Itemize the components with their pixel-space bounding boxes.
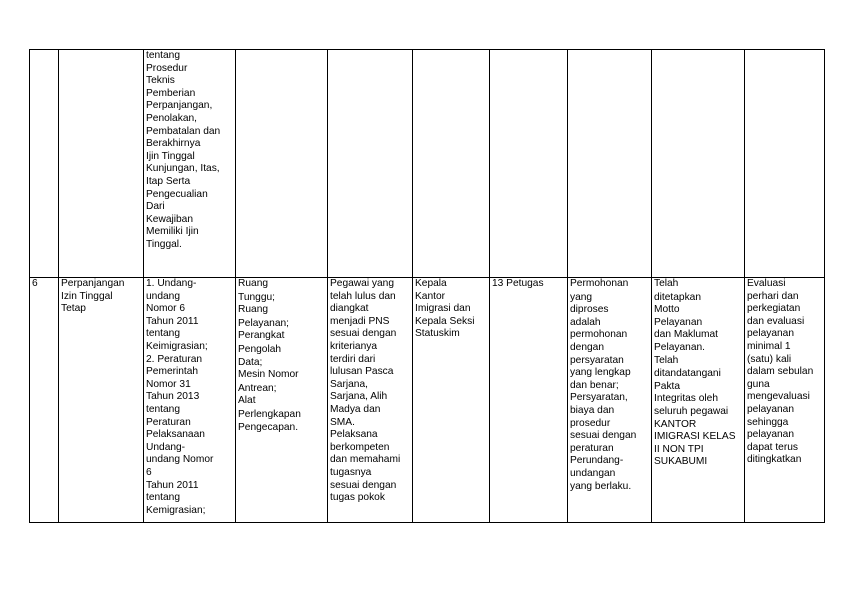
- cell-facilities: [236, 50, 328, 278]
- cell-no: [30, 50, 59, 278]
- cell-legal-basis: tentang Prosedur Teknis Pemberian Perpanjangan, Penolakan, Pembatalan dan Berakhirnya Ijin Tinggal Kunjungan, Itas, Itap Serta Pengecualian Dari Kewajiban Memiliki Ijin Tinggal.: [144, 50, 236, 278]
- cell-evaluation: Evaluasi perhari dan perkegiatan dan evaluasi pelayanan minimal 1 (satu) kali dalam sebulan guna mengevaluasi pelayanan sehingga pelayanan dapat terus ditingkatkan: [745, 278, 825, 523]
- facility-item: Ruang Pelayanan;: [238, 304, 289, 329]
- service-standard-table: [29, 49, 825, 523]
- quality-text: Permohonan yang diproses adalah permohonan dengan persyaratan yang lengkap dan benar; Persyaratan, biaya dan prosedur sesuai dengan peraturan Perundang- undangan yang berlaku.: [570, 278, 637, 492]
- cell-supervision: [413, 50, 490, 278]
- cell-competence: [328, 50, 413, 278]
- cell-staff: [490, 50, 568, 278]
- cell-quality: [568, 50, 652, 278]
- cell-no: 6: [30, 278, 59, 523]
- commitment-item: Telah ditetapkan Motto Pelayanan dan Maklumat Pelayanan.: [654, 278, 718, 353]
- facility-item: Ruang Tunggu;: [238, 278, 276, 303]
- commitment-item: Telah ditandatangani Pakta Integritas oleh seluruh pegawai KANTOR IMIGRASI KELAS II NON TPI SUKABUMI: [654, 354, 736, 468]
- table-row: [30, 50, 825, 278]
- cell-service: [59, 50, 144, 278]
- cell-quality: [568, 278, 652, 523]
- cell-facilities: [236, 278, 328, 523]
- cell-service: Perpanjangan Izin Tinggal Tetap: [59, 278, 144, 523]
- cell-staff: 13 Petugas: [490, 278, 568, 523]
- table-row: [30, 278, 825, 523]
- cell-evaluation: [745, 50, 825, 278]
- cell-supervision: Kepala Kantor Imigrasi dan Kepala Seksi Statuskim: [413, 278, 490, 523]
- cell-commitment: [652, 278, 745, 523]
- facility-item: Perangkat Pengolah Data;: [238, 330, 285, 368]
- facility-item: Mesin Nomor Antrean;: [238, 369, 299, 394]
- cell-legal-basis: 1. Undang- undang Nomor 6 Tahun 2011 tentang Keimigrasian; 2. Peraturan Pemerintah Nomor 31 Tahun 2013 tentang Peraturan Pelaksanaan Undang- undang Nomor 6 Tahun 2011 tentang Kemigrasian;: [144, 278, 236, 523]
- facility-item: Alat Perlengkapan Pengecapan.: [238, 395, 301, 433]
- cell-commitment: [652, 50, 745, 278]
- cell-competence: Pegawai yang telah lulus dan diangkat menjadi PNS sesuai dengan kriterianya terdiri dari lulusan Pasca Sarjana, Sarjana, Alih Madya dan SMA. Pelaksana berkompeten dan memahami tugasnya sesuai dengan tugas pokok: [328, 278, 413, 523]
